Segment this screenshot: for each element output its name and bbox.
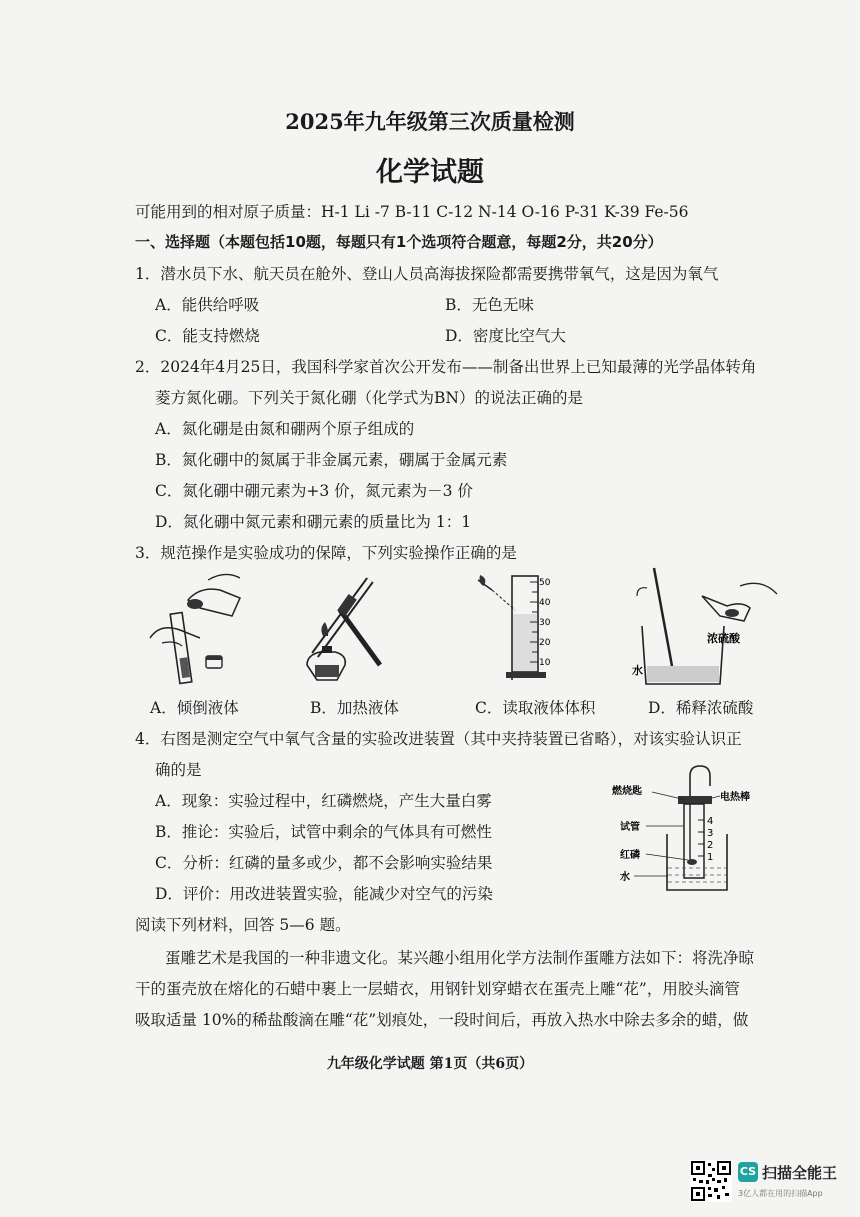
atomic-masses: 可能用到的相对原子质量：H-1 Li -7 B-11 C-12 N-14 O-16 P-31 K-39 Fe-56: [135, 203, 689, 221]
question-stem-cont: 确的是: [155, 761, 202, 779]
option-d: D．氮化硼中氮元素和硼元素的质量比为 1：1: [155, 513, 472, 531]
reading-intro: 阅读下列材料，回答 5—6 题。: [135, 916, 351, 934]
figure-heating-liquid: [295, 570, 395, 688]
tick-label: 20: [539, 638, 551, 648]
water-label: 水: [620, 872, 630, 883]
option-c: C．能支持燃烧: [155, 327, 260, 345]
tick-label: 40: [539, 598, 551, 608]
page-footer: 九年级化学试题 第1页（共6页）: [326, 1056, 534, 1072]
section-heading: 一、选择题（本题包括10题，每题只有1个选项符合题意，每题2分，共20分）: [135, 233, 663, 251]
tick-label: 50: [539, 578, 551, 588]
qr-code-icon: [690, 1160, 732, 1202]
option-b: B．无色无味: [445, 296, 534, 314]
figure-measuring-cylinder: [470, 572, 560, 687]
option-b: B．氮化硼中的氮属于非金属元素，硼属于金属元素: [155, 451, 508, 469]
tick-label: 10: [539, 658, 551, 668]
figure-oxygen-apparatus: [612, 762, 772, 892]
question-stem: 4．右图是测定空气中氧气含量的实验改进装置（其中夹持装置已省略），对该实验认识正: [135, 730, 742, 748]
question-stem: 2．2024年4月25日，我国科学家首次公开发布——制备出世界上已知最薄的光学晶体转角: [135, 358, 757, 376]
tick-label: 30: [539, 618, 551, 628]
exam-title: 2025年九年级第三次质量检测: [285, 109, 575, 134]
heater-label: 电热棒: [720, 792, 750, 803]
question-stem: 3．规范操作是实验成功的保障，下列实验操作正确的是: [135, 544, 517, 562]
question-stem: 1．潜水员下水、航天员在舱外、登山人员高海拔探险都需要携带氧气，这是因为氧气: [135, 265, 719, 283]
passage-line: 蛋雕艺术是我国的一种非遗文化。某兴趣小组用化学方法制作蛋雕方法如下：将洗净晾: [165, 949, 755, 967]
scanner-app-name: 扫描全能王: [762, 1164, 838, 1182]
scale-number: 3: [707, 828, 714, 839]
scanner-logo-icon: CS: [738, 1162, 758, 1182]
option-d: D．评价：用改进装置实验，能减少对空气的污染: [155, 885, 493, 903]
tube-label: 试管: [620, 822, 640, 833]
phosphorus-label: 红磷: [620, 850, 640, 861]
figure-pouring-liquid: [140, 568, 250, 688]
option-c: C．氮化硼中硼元素为+3 价，氮元素为－3 价: [155, 482, 473, 500]
water-label: 水: [632, 664, 643, 677]
question-stem-cont: 菱方氮化硼。下列关于氮化硼（化学式为BN）的说法正确的是: [155, 389, 583, 407]
option-b: B．推论：实验后，试管中剩余的气体具有可燃性: [155, 823, 492, 841]
option-a: A．氮化硼是由氮和硼两个原子组成的: [155, 420, 415, 438]
option-d: D．密度比空气大: [445, 327, 566, 345]
option-c: C．分析：红磷的量多或少，都不会影响实验结果: [155, 854, 493, 872]
option-c: C．读取液体体积: [475, 699, 596, 717]
acid-label: 浓硫酸: [707, 632, 740, 645]
scale-number: 2: [707, 840, 714, 851]
scale-number: 1: [707, 852, 714, 863]
option-d: D．稀释浓硫酸: [648, 699, 754, 717]
spoon-label: 燃烧匙: [612, 786, 642, 797]
scanner-tagline: 3亿人都在用的扫描App: [738, 1189, 823, 1198]
figure-diluting-acid: [632, 566, 782, 688]
option-a: A．倾倒液体: [150, 699, 239, 717]
option-b: B．加热液体: [310, 699, 399, 717]
option-a: A．能供给呼吸: [155, 296, 260, 314]
scale-number: 4: [707, 816, 714, 827]
option-a: A．现象：实验过程中，红磷燃烧，产生大量白雾: [155, 792, 492, 810]
passage-line: 干的蛋壳放在熔化的石蜡中裹上一层蜡衣，用钢针划穿蜡衣在蛋壳上雕“花”，用胶头滴管: [135, 980, 740, 998]
subject-title: 化学试题: [376, 157, 484, 188]
passage-line: 吸取适量 10%的稀盐酸滴在雕“花”划痕处，一段时间后，再放入热水中除去多余的蜡，做: [135, 1011, 749, 1029]
